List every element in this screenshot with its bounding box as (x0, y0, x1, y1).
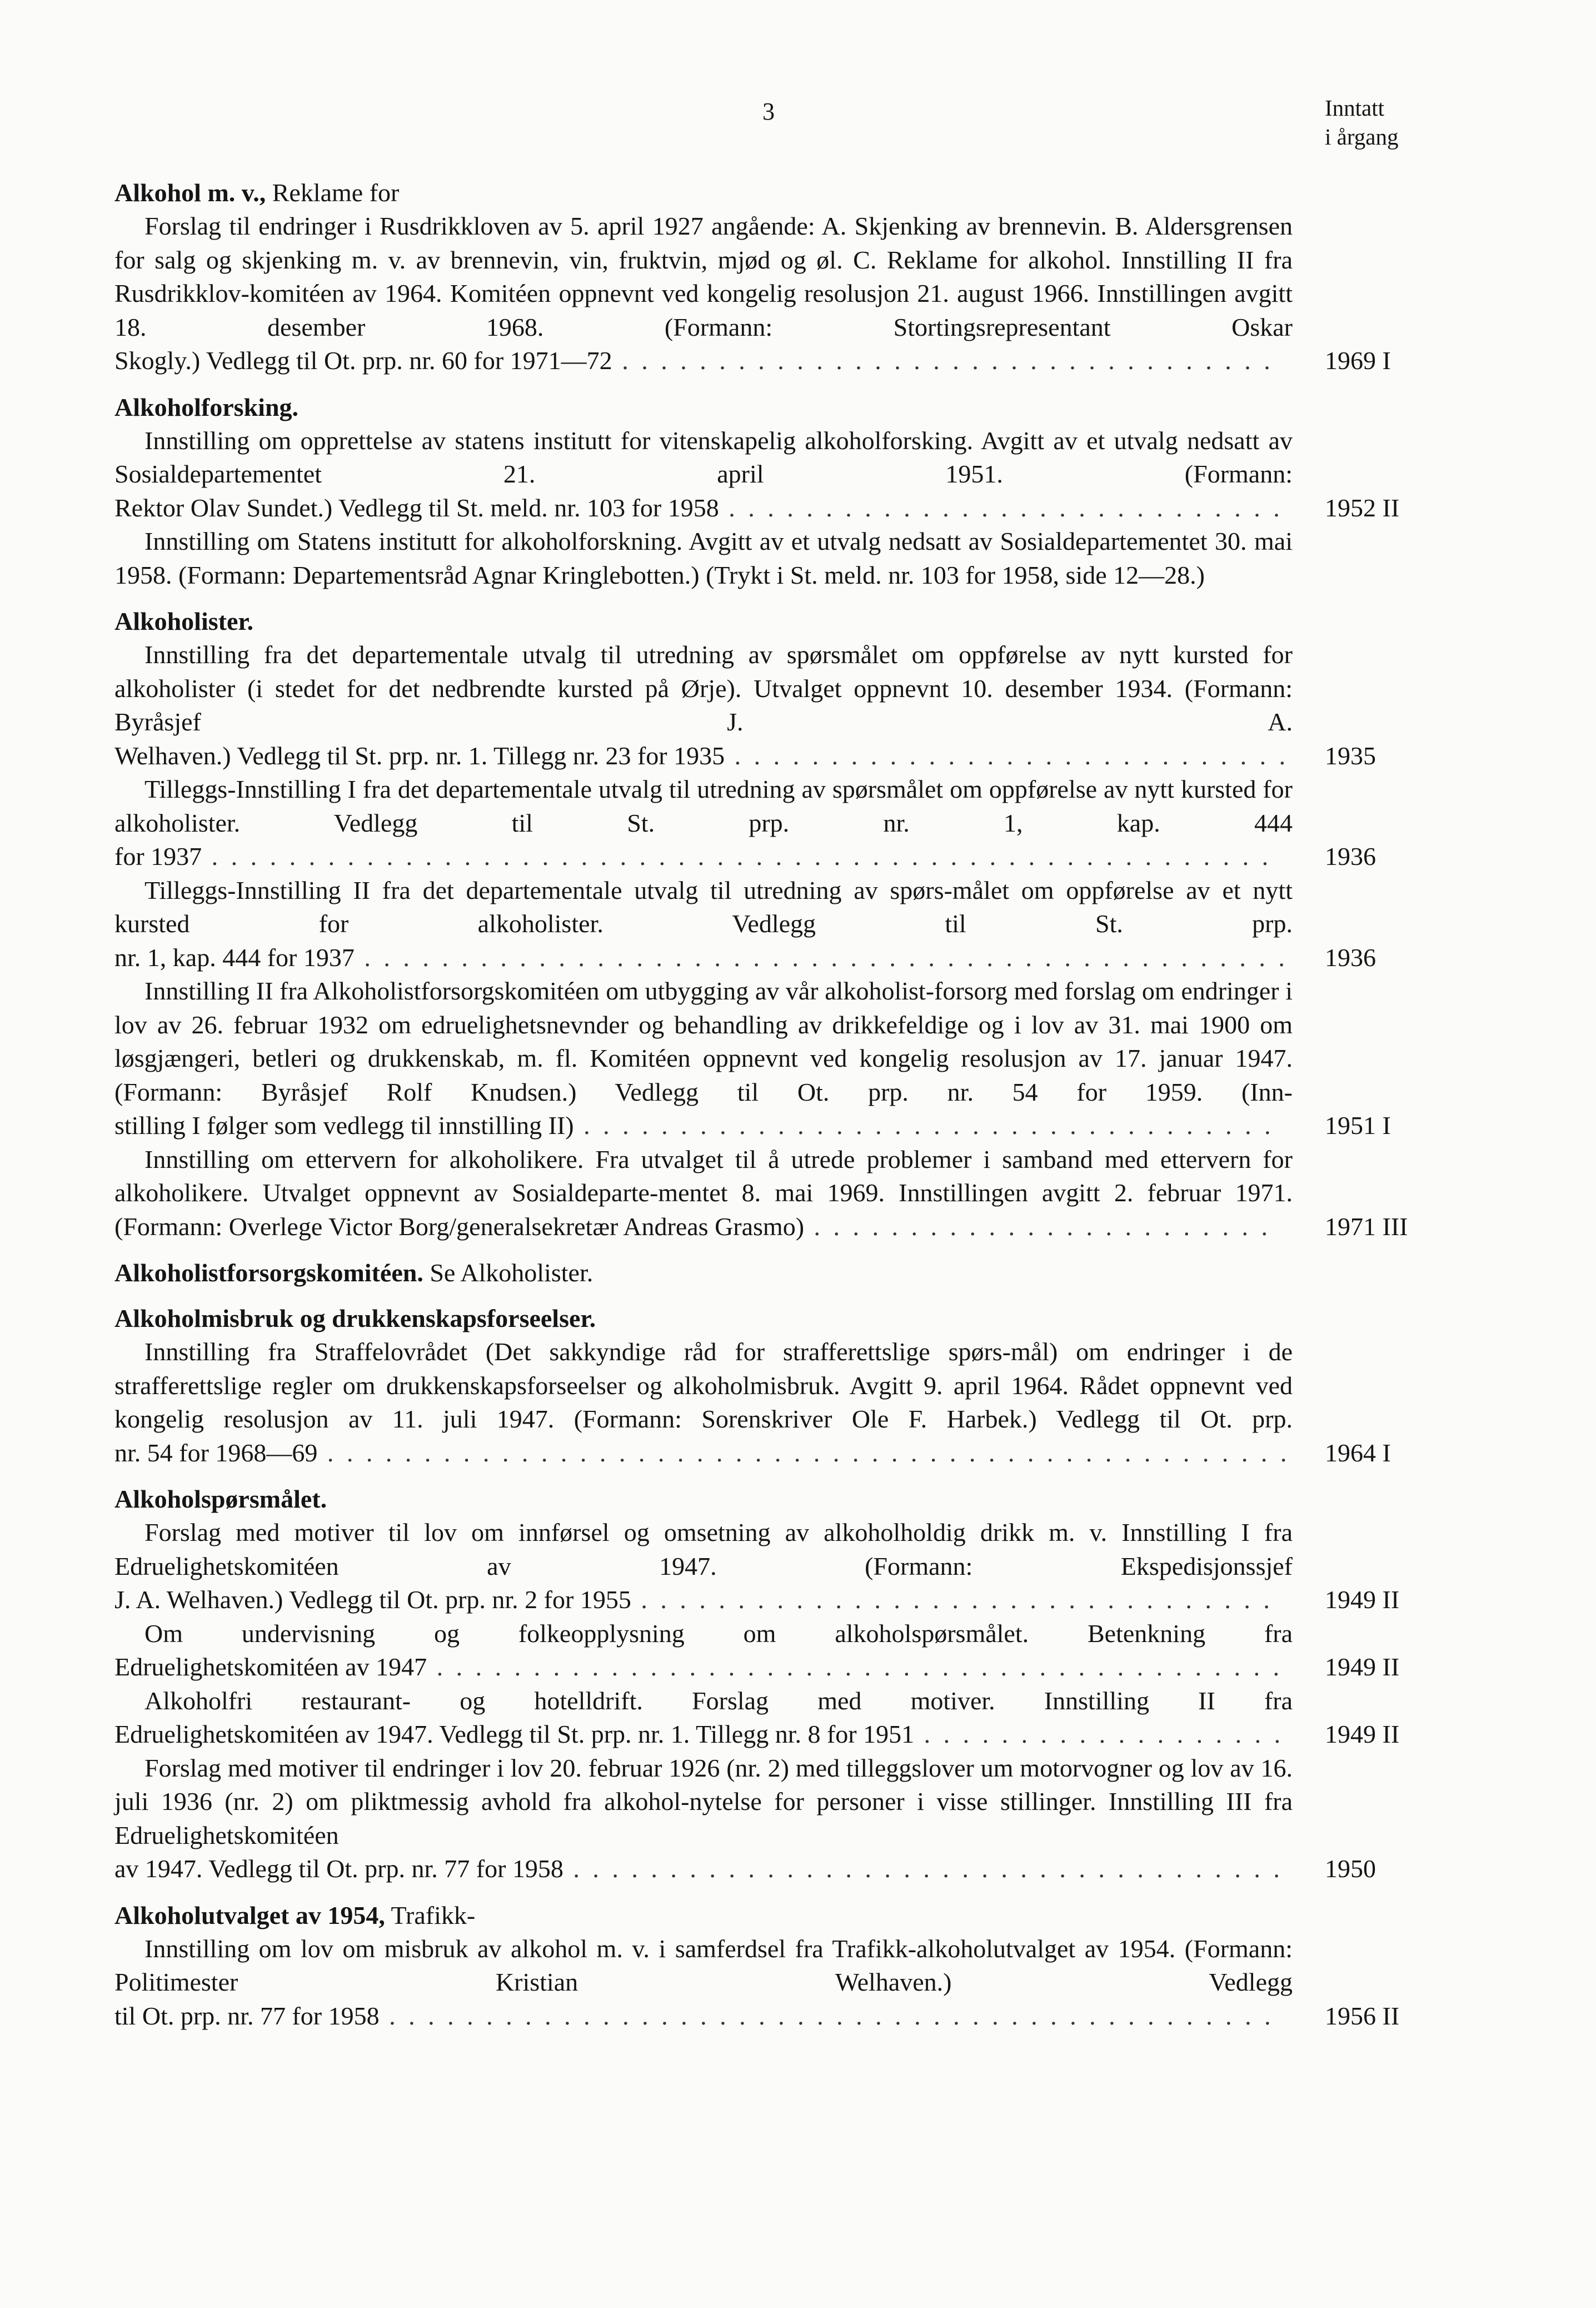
entry-year: 1949 II (1325, 1720, 1400, 1748)
entry-last-text: for 1937 (114, 842, 202, 871)
section-title: Alkoholutvalget av 1954, (114, 1901, 385, 1929)
entry-year: 1969 I (1325, 346, 1391, 375)
section-title-rest: Trafikk- (385, 1901, 476, 1929)
entry-text: Innstilling om ettervern for alkoholikere. Fra utvalget til å utrede problemer i samband med ettervern for alkoholikere. Utvalget oppnevnt av Sosialdeparte-mentet 8. mai 1969. Innstillingen avgitt 2. februar 1971. (Formann: Overlege (114, 1145, 1293, 1241)
entry-year: 1964 I (1325, 1438, 1391, 1467)
index-section (114, 605, 1426, 1243)
index-content (114, 177, 1426, 2046)
entry-last-text: J. A. Welhaven.) Vedlegg til Ot. prp. nr. 2 for 1955 (114, 1585, 631, 1614)
entry-last-text: nr. 1, kap. 444 for 1937 (114, 943, 355, 972)
section-title: Alkoholmisbruk og drukkenskapsforseelser. (114, 1304, 596, 1332)
entry-last-text: Rektor Olav Sundet.) Vedlegg til St. meld. nr. 103 for 1958 (114, 493, 719, 522)
year-header-line1: Inntatt (1325, 95, 1385, 121)
leader-dots: . . . . . . . . . . . . . . . . . . . . . . . . . . . . . . . . . . . . . . . . . . . . (427, 1653, 1283, 1681)
leader-dots: . . . . . . . . . . . . . . . . . . . . . . . . . . . . . . . . . . . . . . . . . . . . . . . . . . (317, 1438, 1290, 1467)
entry-text: Innstilling om opprettelse av statens institutt for vitenskapelig alkoholforsking. Avgitt av et utvalg nedsatt av Sosialdepartementet 21. april 1951. (Formann: (114, 426, 1293, 488)
section-heading (114, 1483, 1426, 1515)
entry-last-text: Edruelighetskomitéen av 1947 (114, 1653, 427, 1681)
entry-last-text: Edruelighetskomitéen av 1947. Vedlegg til St. prp. nr. 1. Tillegg nr. 8 for 1951 (114, 1720, 915, 1748)
leader-dots: . . . . . . . . . . . . . . . . . . . . . . . . . . . . . . . . . . . . . . . . . . . . . . (379, 2001, 1274, 2030)
entry-last-line (114, 494, 1283, 522)
section-heading (114, 1257, 1426, 1289)
section-title: Alkohol m. v., (114, 178, 266, 207)
section-title: Alkoholforsking. (114, 392, 299, 421)
entry-last-line (114, 1653, 1283, 1681)
index-entry (114, 1752, 1376, 1886)
leader-dots: . . . . . . . . . . . . . . . . . . . (914, 1720, 1284, 1748)
index-entry (114, 525, 1293, 592)
entry-year: 1971 III (1325, 1212, 1408, 1241)
entry-last-text: Victor Borg/generalsekretær Andreas Grasmo) (328, 1212, 805, 1241)
leader-dots: . . . . . . . . . . . . . . . . . . . . . . . . . . . . . . . . . . . . . . . . . . . . . . . . . . . . . . . (202, 842, 1272, 871)
leader-dots: . . . . . . . . . . . . . . . . . . . . . . . . . . . . . . . . . (631, 1585, 1273, 1614)
section-title: Alkoholspørsmålet. (114, 1485, 327, 1513)
entry-last-line (114, 1854, 1283, 1883)
entry-year: 1949 II (1325, 1585, 1400, 1614)
section-title-rest: Reklame for (266, 178, 400, 207)
entry-year: 1949 II (1325, 1653, 1400, 1681)
entry-year: 1936 (1325, 943, 1376, 972)
entry-text: Forslag til endringer i Rusdrikkloven av 5. april 1927 angående: A. Skjenking av brennevin. B. Aldersgrensen for salg og skjenking m. v. av brennevin, vin, fruktvin, mjød og øl. C. Reklame for alkohol. Innstilling II fra Rusdrikklov-komitéen av 1964. Komitéen oppnevnt ved kongelig resolusjon 21. august 1966. Innstillingen avgitt 18. desember 1968. (Formann: Stortingsrepresentant Oskar (114, 212, 1293, 341)
entry-year: 1935 (1325, 741, 1376, 770)
index-entry (114, 974, 1391, 1143)
entry-text: Forslag med motiver til endringer i lov 20. februar 1926 (nr. 2) med tilleggslover um motorvogner og lov av 16. juli 1936 (nr. 2) om pliktmessig avhold fra alkohol-nytelse for personer i visse stillinger. Innstilling III fra Edruelighetskomitéen (114, 1753, 1293, 1849)
leader-dots: . . . . . . . . . . . . . . . . . . . . . . . . . . . . . (725, 741, 1289, 770)
leader-dots: . . . . . . . . . . . . . . . . . . . . . . . . . . . . . . . . . . . . (573, 1111, 1274, 1140)
leader-dots: . . . . . . . . . . . . . . . . . . . . . . . . . . . . . . . . . . . . . . . . . . . . . . . . (354, 943, 1288, 972)
entry-last-line (114, 346, 1274, 375)
leader-dots: . . . . . . . . . . . . . . . . . . . . . . . . . . . . . . . . . . (612, 346, 1274, 375)
index-section (114, 177, 1426, 378)
entry-year: 1950 (1325, 1854, 1376, 1883)
index-entry (114, 1617, 1400, 1684)
section-heading (114, 1302, 1426, 1335)
section-heading (114, 605, 1426, 638)
entry-last-text: stilling I følger som vedlegg til innstilling II) (114, 1111, 574, 1140)
entry-year: 1936 (1325, 842, 1376, 871)
entry-text: Tilleggs-Innstilling I fra det departementale utvalg til utredning av spørsmålet om oppførelse av nytt kursted for alkoholister. Vedlegg til St. prp. nr. 1, kap. 444 (114, 775, 1293, 837)
entry-last-line (114, 1439, 1290, 1467)
index-entry (114, 210, 1391, 378)
entry-text: Alkoholfri restaurant- og hotelldrift. Forslag med motiver. Innstilling II fra (144, 1686, 1293, 1715)
entry-last-line (114, 1720, 1284, 1748)
entry-last-line (114, 1111, 1274, 1140)
section-heading (114, 391, 1426, 424)
index-entry (114, 1684, 1400, 1752)
entry-text: Innstilling fra det departementale utvalg til utredning av spørsmålet om oppførelse av nytt kursted for alkoholister (i stedet for det nedbrendte kursted på Ørje). Utvalget oppnevnt 10. desember 1934. (Formann: Byråsjef J. A. (114, 640, 1293, 736)
index-entry (114, 638, 1376, 773)
entry-last-text: Welhaven.) Vedlegg til St. prp. nr. 1. Tillegg nr. 23 for 1935 (114, 741, 725, 770)
entry-text: Tilleggs-Innstilling II fra det departementale utvalg til utredning av spørs-målet om oppførelse av et nytt kursted for alkoholister. Vedlegg til St. prp. (114, 876, 1293, 938)
entry-year: 1956 II (1325, 2001, 1400, 2030)
page-number: 3 (762, 98, 775, 125)
entry-year: 1952 II (1325, 493, 1400, 522)
index-entry (114, 1335, 1391, 1470)
entry-text: Om undervisning og folkeopplysning om alkoholspørsmålet. Betenkning fra (144, 1619, 1293, 1648)
entry-year: 1951 I (1325, 1111, 1391, 1140)
entry-text: Innstilling om lov om misbruk av alkohol m. v. i samferdsel fra Trafikk-alkoholutvalget av 1954. (Formann: Politimester Kristian Welhaven.) Vedlegg (114, 1934, 1293, 1996)
entry-text: Forslag med motiver til lov om innførsel og omsetning av alkoholholdig drikk m. v. Innstilling I fra Edruelighetskomitéen av 1947. (Formann: Ekspedisjonssjef (114, 1518, 1293, 1580)
entry-text: Innstilling II fra Alkoholistforsorgskomitéen om utbygging av vår alkoholist-forsorg med forslag om endringer i lov av 26. februar 1932 om edruelighetsnevnder og behandling av drikkefeldige og i lov av 31. mai 1900 om løsgjængeri, betleri og drukkenskab, m. fl. Komitéen oppnevnt ved kongelig resolusjon av 17. januar 1947. (Formann: Byråsjef Rolf Knudsen.) Vedlegg til Ot. prp. nr. 54 for 1959. (Inn- (114, 977, 1293, 1106)
entry-last-line (114, 2002, 1274, 2030)
index-section (114, 391, 1426, 593)
index-entry (114, 773, 1376, 874)
entry-last-text: til Ot. prp. nr. 77 for 1958 (114, 2001, 380, 2030)
section-title: Alkoholistforsorgskomitéen. (114, 1259, 423, 1287)
entry-text: Innstilling om Statens institutt for alkoholforskning. Avgitt av et utvalg nedsatt av Sosialdepartementet 30. mai 1958. (Formann: Departementsråd Agnar Kringlebotten.) (Trykt i St. meld. nr. 103 for 1958, side 12—28.) (114, 527, 1293, 589)
entry-text: Innstilling fra Straffelovrådet (Det sakkyndige råd for strafferettslige spørs-mål) om endringer i de strafferettslige regler om drukkenskapsforseelser og alkoholmisbruk. Avgitt 9. april 1964. Rådet oppnevnt ved kongelig resolusjon av 11. juli 1947. (Formann: Sorenskriver Ole F. Harbek.) Vedlegg til Ot. prp. (114, 1337, 1293, 1433)
entry-last-line (114, 742, 1289, 770)
entry-last-text: av 1947. Vedlegg til Ot. prp. nr. 77 for 1958 (114, 1854, 563, 1883)
section-title-rest: Se Alkoholister. (423, 1259, 593, 1287)
section-heading (114, 177, 1426, 209)
index-entry (114, 1143, 1408, 1244)
index-entry (114, 424, 1400, 525)
entry-last-line (114, 842, 1271, 871)
index-section (114, 1483, 1426, 1886)
section-heading (114, 1899, 1426, 1932)
entry-last-line (328, 1212, 1271, 1241)
entry-last-text: Skogly.) Vedlegg til Ot. prp. nr. 60 for 1971—72 (114, 346, 612, 375)
entry-last-line (114, 943, 1288, 972)
index-entry (114, 1932, 1400, 2033)
index-section (114, 1899, 1426, 2033)
index-entry (114, 874, 1376, 975)
entry-last-line (114, 1585, 1273, 1614)
leader-dots: . . . . . . . . . . . . . . . . . . . . . . . . (804, 1212, 1271, 1241)
year-column-header (1325, 93, 1398, 151)
section-title: Alkoholister. (114, 607, 254, 635)
leader-dots: . . . . . . . . . . . . . . . . . . . . . . . . . . . . . . . . . . . . . (563, 1854, 1283, 1883)
index-entry (114, 1516, 1400, 1617)
index-section (114, 1257, 1426, 1289)
year-header-line2: i årgang (1325, 124, 1399, 150)
leader-dots: . . . . . . . . . . . . . . . . . . . . . . . . . . . . . (719, 493, 1283, 522)
entry-last-text: nr. 54 for 1968—69 (114, 1438, 318, 1467)
index-section (114, 1302, 1426, 1470)
